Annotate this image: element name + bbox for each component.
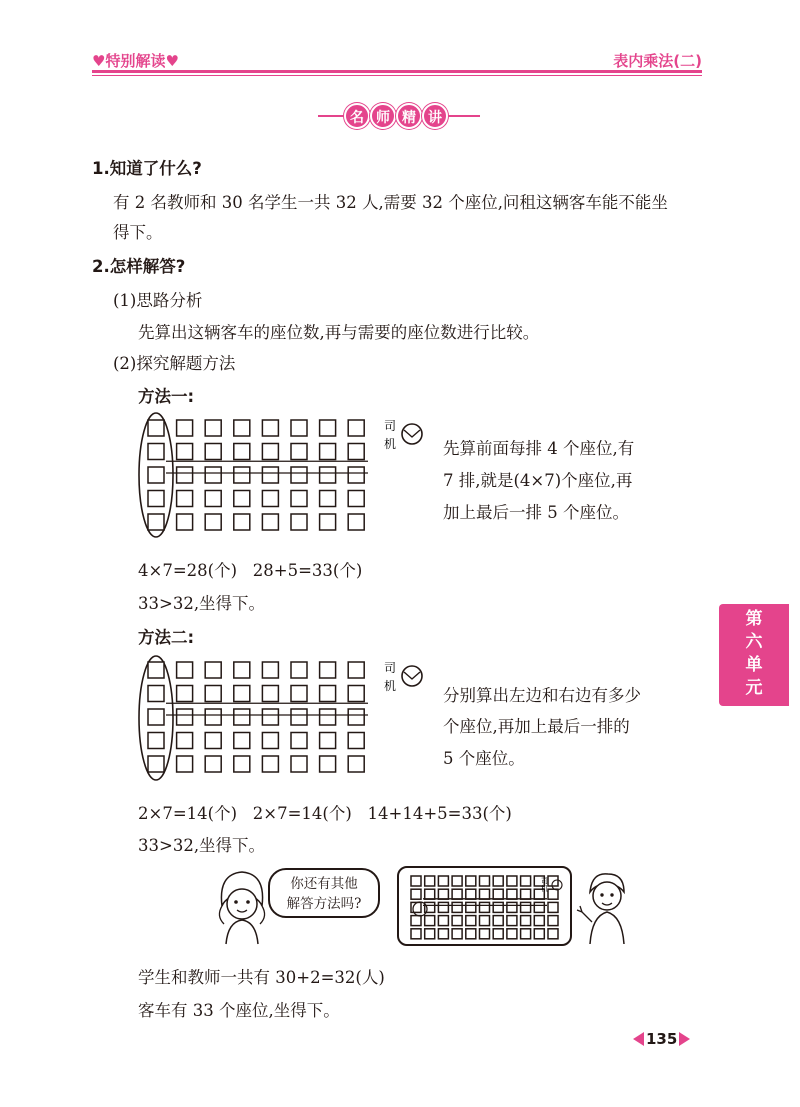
method2-desc-2: 个座位,再加上最后一排的 — [443, 717, 630, 736]
seat-square — [348, 709, 364, 725]
seat-square — [534, 929, 544, 939]
seat-square — [480, 916, 490, 926]
seat-square — [234, 444, 250, 460]
sub2-heading: (2)探究解题方法 — [113, 354, 236, 373]
seat-square — [262, 733, 278, 749]
seat-square — [348, 444, 364, 460]
unit-tab-char: 第 — [745, 609, 763, 629]
seat-square — [148, 420, 164, 436]
next-arrow-icon — [679, 1032, 690, 1046]
seat-square — [452, 916, 462, 926]
seat-square — [205, 662, 221, 678]
method2-desc-3: 5 个座位。 — [443, 749, 525, 768]
seat-square — [148, 756, 164, 772]
seat-square — [320, 662, 336, 678]
seat-square — [348, 491, 364, 507]
seat-square — [348, 756, 364, 772]
seat-square — [177, 662, 193, 678]
section1-heading — [92, 155, 202, 179]
seat-square — [177, 756, 193, 772]
seat-square — [234, 467, 250, 483]
bubble-line-1: 你还有其他 — [290, 876, 358, 892]
seat-square — [438, 929, 448, 939]
badge-char: 师 — [370, 103, 396, 129]
seat-square — [411, 916, 421, 926]
seat-square — [507, 902, 517, 912]
seat-square — [262, 709, 278, 725]
seat-square — [507, 916, 517, 926]
seat-square — [291, 756, 307, 772]
seat-square — [411, 889, 421, 899]
seat-square — [425, 929, 435, 939]
seat-square — [262, 662, 278, 678]
seat-square — [205, 467, 221, 483]
seat-square — [262, 444, 278, 460]
badge-char: 名 — [344, 103, 370, 129]
seat-square — [438, 876, 448, 886]
seat-square — [493, 902, 503, 912]
seat-square — [291, 733, 307, 749]
seat-square — [291, 491, 307, 507]
bubble-seat-diagram — [399, 868, 570, 944]
header-section-title: ♥特别解读♥ — [92, 52, 179, 70]
seat-square — [148, 444, 164, 460]
header-chapter-title: 表内乘法(二) — [613, 52, 702, 70]
section1-number: 1 — [92, 159, 104, 178]
seat-square — [320, 444, 336, 460]
seat-square — [480, 929, 490, 939]
seat-square — [548, 889, 558, 899]
seat-square — [205, 420, 221, 436]
seat-square — [411, 929, 421, 939]
prev-arrow-icon — [633, 1032, 644, 1046]
seat-square — [291, 709, 307, 725]
method1-result: 33>32,坐得下。 — [138, 594, 266, 613]
seat-square — [262, 756, 278, 772]
badge-line-left — [318, 115, 344, 117]
seat-square — [438, 889, 448, 899]
seat-square — [177, 733, 193, 749]
seat-square — [548, 902, 558, 912]
seat-square — [234, 709, 250, 725]
seat-square — [320, 491, 336, 507]
seat-square — [348, 420, 364, 436]
seat-square — [548, 916, 558, 926]
seat-square — [507, 876, 517, 886]
seat-square — [291, 444, 307, 460]
seat-square — [466, 902, 476, 912]
seat-square — [291, 514, 307, 530]
badge-char: 讲 — [422, 103, 448, 129]
seat-square — [291, 467, 307, 483]
method2-seat-diagram — [136, 654, 436, 784]
seat-square — [205, 514, 221, 530]
seat-square — [534, 902, 544, 912]
seat-square — [148, 686, 164, 702]
section2-title: .怎样解答? — [103, 257, 186, 276]
method1-desc-1: 先算前面每排 4 个座位,有 — [443, 439, 635, 458]
steering-wheel-spokes — [404, 672, 420, 679]
seat-square — [493, 889, 503, 899]
seat-square — [320, 709, 336, 725]
seat-square — [234, 420, 250, 436]
seat-square — [320, 756, 336, 772]
teacher-talk-badge — [318, 103, 480, 129]
seat-square — [438, 902, 448, 912]
steering-wheel-spokes — [404, 430, 420, 437]
seat-square — [348, 467, 364, 483]
method2-desc-1: 分别算出左边和右边有多少 — [443, 686, 641, 705]
unit-tab-char: 单 — [745, 655, 763, 675]
section1-line1: 有 2 名教师和 30 名学生一共 32 人,需要 32 个座位,问租这辆客车能不能坐 — [113, 193, 668, 212]
seat-square — [480, 876, 490, 886]
seat-square — [234, 733, 250, 749]
seat-square — [348, 733, 364, 749]
header-rule-thin — [92, 75, 702, 76]
seat-square — [452, 876, 462, 886]
section2-number: 2 — [92, 257, 104, 276]
driver-label-2: 机 — [384, 437, 397, 451]
method2-title: 方法二: — [138, 628, 195, 647]
seat-square — [291, 686, 307, 702]
seat-square — [291, 662, 307, 678]
seat-square — [425, 916, 435, 926]
seat-square — [507, 889, 517, 899]
method2-calc: 2×7=14(个) 2×7=14(个) 14+14+5=33(个) — [138, 804, 512, 823]
seat-square — [205, 491, 221, 507]
method3-line2: 客车有 33 个座位,坐得下。 — [138, 1001, 340, 1020]
seat-square — [521, 902, 531, 912]
seat-square — [348, 514, 364, 530]
seat-square — [148, 491, 164, 507]
seat-square — [177, 467, 193, 483]
seat-square — [521, 916, 531, 926]
seat-square — [205, 709, 221, 725]
seat-square — [411, 876, 421, 886]
section1-line2: 得下。 — [113, 223, 163, 242]
seat-square — [493, 916, 503, 926]
seat-square — [177, 514, 193, 530]
seat-square — [320, 514, 336, 530]
method1-desc-3: 加上最后一排 5 个座位。 — [443, 503, 629, 522]
seat-square — [466, 916, 476, 926]
seat-square — [452, 929, 462, 939]
driver-label-2: 机 — [384, 679, 397, 693]
seat-square — [177, 420, 193, 436]
driver-label-2: 机 — [541, 885, 548, 893]
girl-character-icon — [212, 866, 272, 946]
seat-square — [205, 686, 221, 702]
unit-tab-char: 元 — [745, 678, 763, 698]
seat-square — [205, 733, 221, 749]
seat-square — [320, 686, 336, 702]
seat-grid — [411, 876, 558, 939]
seat-square — [466, 889, 476, 899]
seat-square — [466, 876, 476, 886]
method1-title: 方法一: — [138, 387, 195, 406]
seat-square — [452, 902, 462, 912]
seat-square — [148, 514, 164, 530]
seat-square — [521, 929, 531, 939]
method3-line1: 学生和教师一共有 30+2=32(人) — [138, 968, 385, 987]
section1-title: .知道了什么? — [103, 159, 202, 178]
seat-square — [234, 491, 250, 507]
seat-square — [234, 514, 250, 530]
seat-square — [466, 929, 476, 939]
seat-square — [148, 467, 164, 483]
seat-square — [262, 467, 278, 483]
seat-square — [348, 686, 364, 702]
seat-square — [548, 876, 558, 886]
page-number — [633, 1030, 690, 1048]
seat-square — [320, 733, 336, 749]
seat-square — [177, 491, 193, 507]
seat-square — [493, 876, 503, 886]
seat-square — [177, 444, 193, 460]
seat-square — [234, 662, 250, 678]
unit-tab — [719, 604, 789, 706]
method1-seat-diagram — [136, 412, 436, 542]
girl-speech-bubble — [268, 868, 380, 918]
boy-character-icon — [574, 866, 634, 946]
seat-square — [262, 491, 278, 507]
seat-square — [534, 916, 544, 926]
seat-square — [148, 662, 164, 678]
seat-square — [438, 916, 448, 926]
seat-square — [480, 889, 490, 899]
seat-square — [521, 876, 531, 886]
seat-square — [148, 733, 164, 749]
seat-square — [320, 420, 336, 436]
driver-label-1: 司 — [541, 877, 548, 885]
sub1-text: 先算出这辆客车的座位数,再与需要的座位数进行比较。 — [138, 323, 540, 342]
seat-square — [234, 686, 250, 702]
seat-grid — [148, 420, 368, 530]
seat-square — [452, 889, 462, 899]
seat-square — [148, 709, 164, 725]
seat-square — [177, 709, 193, 725]
method2-result: 33>32,坐得下。 — [138, 836, 266, 855]
badge-char: 精 — [396, 103, 422, 129]
driver-label-1: 司 — [384, 661, 397, 675]
seat-square — [521, 889, 531, 899]
seat-square — [348, 662, 364, 678]
section2-heading — [92, 253, 185, 277]
seat-square — [548, 929, 558, 939]
seat-square — [291, 420, 307, 436]
steering-wheel-icon — [402, 666, 422, 686]
sub1-heading: (1)思路分析 — [113, 291, 203, 310]
header-rule-thick — [92, 70, 702, 73]
seat-square — [234, 756, 250, 772]
seat-square — [262, 420, 278, 436]
boy-speech-bubble — [397, 866, 572, 946]
seat-square — [507, 929, 517, 939]
steering-wheel-icon — [402, 424, 422, 444]
seat-square — [205, 756, 221, 772]
bubble-line-2: 解答方法吗? — [286, 896, 362, 912]
seat-square — [480, 902, 490, 912]
seat-square — [177, 686, 193, 702]
seat-square — [205, 444, 221, 460]
seat-square — [262, 686, 278, 702]
seat-grid — [148, 662, 368, 772]
driver-label-1: 司 — [384, 419, 397, 433]
seat-square — [425, 889, 435, 899]
method1-desc-2: 7 排,就是(4×7)个座位,再 — [443, 471, 633, 490]
seat-square — [262, 514, 278, 530]
seat-square — [493, 929, 503, 939]
seat-square — [425, 876, 435, 886]
badge-line-right — [448, 115, 480, 117]
page-number-text: 135 — [646, 1030, 678, 1048]
unit-tab-char: 六 — [745, 632, 763, 652]
method1-calc: 4×7=28(个) 28+5=33(个) — [138, 561, 363, 580]
seat-square — [320, 467, 336, 483]
